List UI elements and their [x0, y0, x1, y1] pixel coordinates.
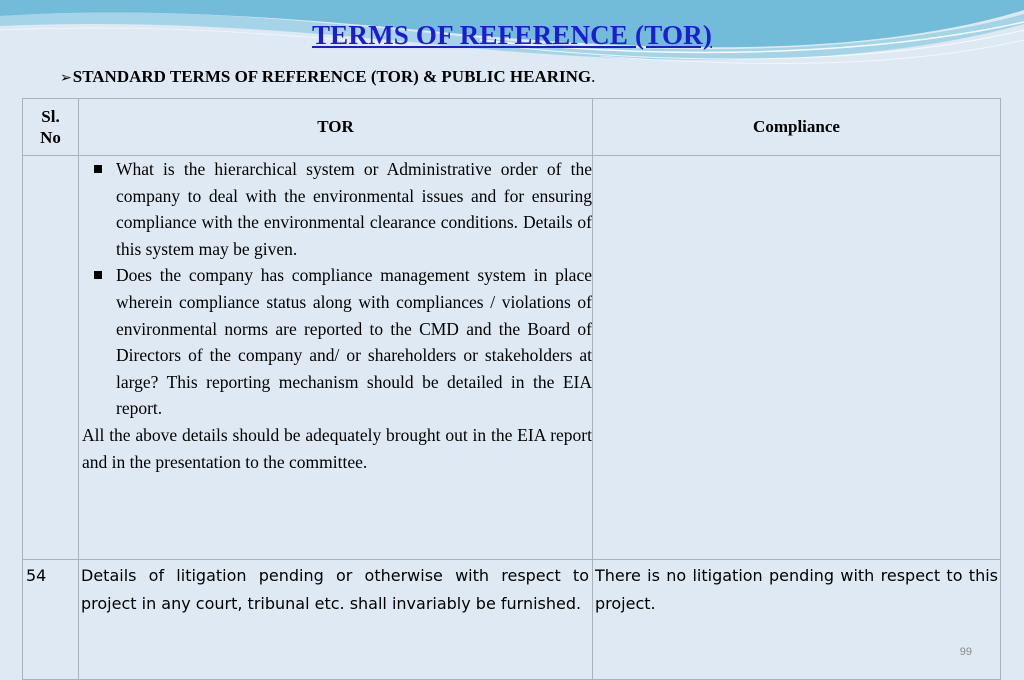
table-row [23, 156, 1001, 560]
bullet-text: What is the hierarchical system or Administrative order of the company to deal with the environmental issues and for ensuring compliance with the environmental clearance conditions. Details of this system may be given. [116, 159, 592, 259]
row1-tor [79, 156, 593, 560]
row2-sl-no: 54 [23, 560, 79, 680]
square-bullet-icon [94, 165, 102, 173]
page-number: 99 [959, 646, 972, 658]
row2-tor: Details of litigation pending or otherwise with respect to project in any court, tribunal etc. shall invariably be furnished. [79, 560, 593, 680]
square-bullet-icon [94, 271, 102, 279]
arrow-icon: ➢ [60, 70, 72, 86]
table-header-row [23, 99, 1001, 156]
slide-title: TERMS OF REFERENCE (TOR) [311, 20, 713, 50]
header-sl-no: Sl. No [23, 99, 79, 156]
bullet-text: Does the company has compliance management system in place wherein compliance status along with compliances / violations of environmental norms are reported to the CMD and the Board of Directors of the company and/ or shareholders or stakeholders at large? This reporting mechanism should be detailed in the EIA report. [116, 265, 592, 419]
row1-closing-text: All the above details should be adequately brought out in the EIA report and in the presentation to the committee. [82, 424, 592, 472]
table-row [23, 560, 1001, 680]
row1-compliance [593, 156, 1001, 560]
row1-sl-no [23, 156, 79, 560]
subtitle-text: STANDARD TERMS OF REFERENCE (TOR) & PUBLIC HEARING [72, 67, 592, 86]
row2-compliance: There is no litigation pending with respect to this project. [593, 560, 1001, 680]
header-compliance: Compliance [593, 99, 1001, 156]
list-item [79, 156, 592, 262]
subtitle-suffix: . [591, 67, 596, 86]
tor-table [22, 98, 1001, 680]
slide-subtitle [60, 67, 595, 87]
header-tor: TOR [79, 99, 593, 156]
list-item [79, 262, 592, 422]
tor-bullet-list [79, 156, 592, 422]
